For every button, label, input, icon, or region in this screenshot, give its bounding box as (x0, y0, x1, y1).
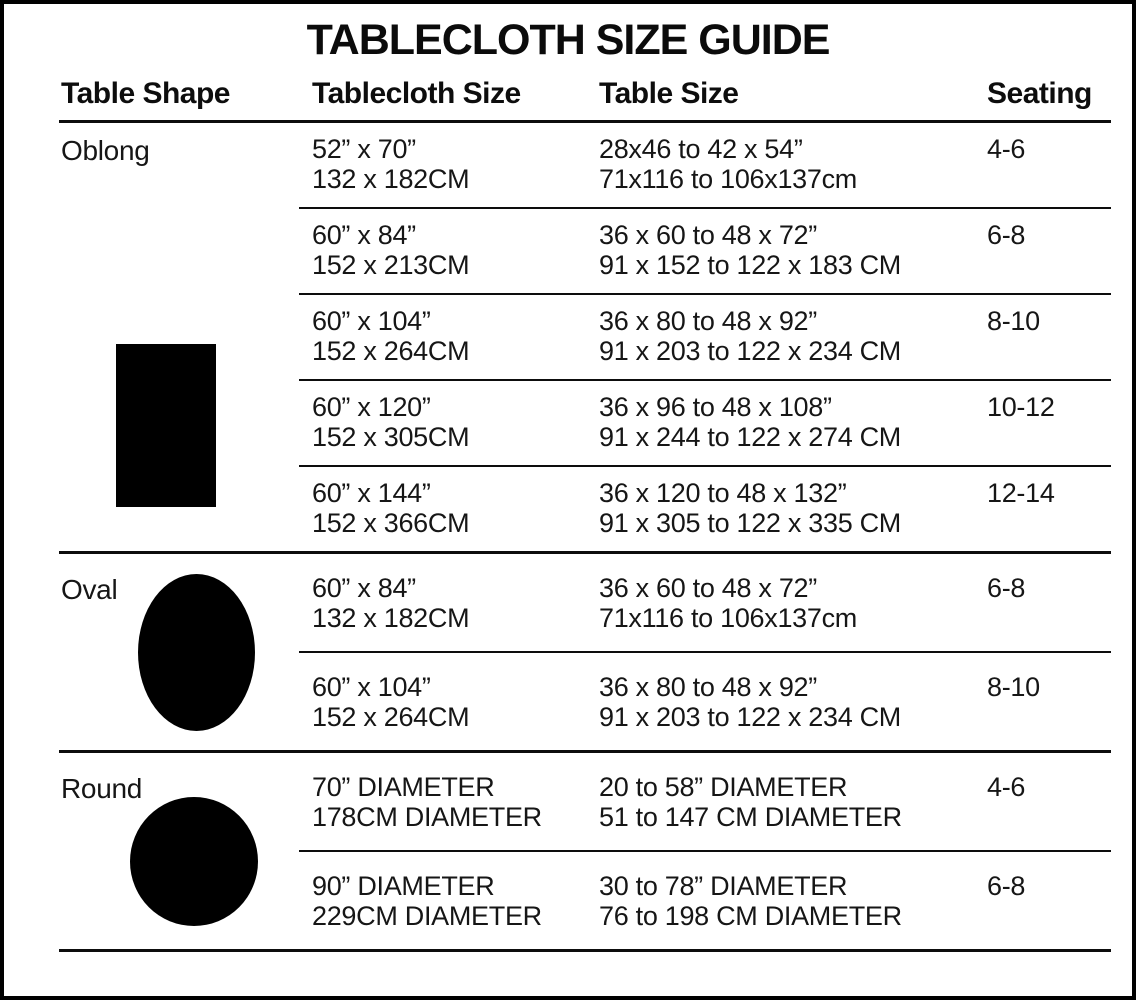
shape-label-round: Round (61, 773, 143, 804)
seating-cell: 8-10 (987, 672, 1040, 702)
round-circle-icon (130, 797, 258, 926)
shape-cell-oval (59, 554, 299, 750)
col-header-table-size: Table Size (599, 77, 739, 110)
table-size-cm: 91 x 203 to 122 x 234 CM (599, 702, 901, 732)
table-row (299, 850, 1111, 949)
table-row (299, 293, 1111, 379)
tablecloth-size-inches: 60” x 104” (312, 672, 431, 702)
seating-cell: 10-12 (987, 392, 1055, 422)
table-size-cm: 51 to 147 CM DIAMETER (599, 802, 902, 832)
table-size-cell (599, 478, 987, 538)
tablecloth-size-cm: 152 x 264CM (312, 702, 470, 732)
tablecloth-size-inches: 60” x 84” (312, 220, 416, 250)
tablecloth-size-cm: 152 x 213CM (312, 250, 470, 280)
table-size-cm: 91 x 305 to 122 x 335 CM (599, 508, 901, 538)
table-row (299, 465, 1111, 551)
shape-label-oval: Oval (61, 574, 118, 605)
table-size-cell (599, 672, 987, 732)
rows-oblong (299, 123, 1111, 551)
bottom-rule (59, 949, 1111, 952)
table-size-cell (599, 772, 987, 832)
table-size-cell (599, 134, 987, 194)
tablecloth-size-inches: 90” DIAMETER (312, 871, 495, 901)
table-size-cm: 76 to 198 CM DIAMETER (599, 901, 902, 931)
tablecloth-size-cell (299, 772, 599, 832)
table-size-cell (599, 871, 987, 931)
col-header-table-shape: Table Shape (61, 77, 230, 110)
oblong-rectangle-icon (116, 344, 216, 507)
tablecloth-size-cell (299, 871, 599, 931)
table-size-inches: 20 to 58” DIAMETER (599, 772, 848, 802)
table-row (299, 651, 1111, 750)
tablecloth-size-cm: 132 x 182CM (312, 603, 470, 633)
table-size-inches: 36 x 120 to 48 x 132” (599, 478, 847, 508)
table-size-cell (599, 392, 987, 452)
table-size-inches: 30 to 78” DIAMETER (599, 871, 848, 901)
table-size-cm: 71x116 to 106x137cm (599, 164, 857, 194)
col-header-tablecloth-size: Tablecloth Size (312, 77, 521, 110)
table-size-cell (599, 573, 987, 633)
section-round (59, 753, 1111, 949)
tablecloth-size-inches: 60” x 104” (312, 306, 431, 336)
table-row (299, 207, 1111, 293)
tablecloth-size-inches: 70” DIAMETER (312, 772, 495, 802)
table-size-cell (599, 306, 987, 366)
seating-cell: 4-6 (987, 772, 1026, 802)
section-oval (59, 554, 1111, 750)
tablecloth-size-cell (299, 220, 599, 280)
table-size-inches: 36 x 80 to 48 x 92” (599, 672, 817, 702)
tablecloth-size-cell (299, 392, 599, 452)
table-row (299, 753, 1111, 850)
tablecloth-size-cm: 152 x 305CM (312, 422, 470, 452)
table-size-inches: 36 x 60 to 48 x 72” (599, 220, 817, 250)
tablecloth-size-inches: 60” x 144” (312, 478, 431, 508)
tablecloth-size-cell (299, 573, 599, 633)
tablecloth-size-inches: 60” x 120” (312, 392, 431, 422)
shape-cell-round (59, 753, 299, 949)
seating-cell: 8-10 (987, 306, 1040, 336)
section-oblong (59, 123, 1111, 551)
seating-cell: 6-8 (987, 871, 1026, 901)
tablecloth-size-cell (299, 672, 599, 732)
rows-oval (299, 554, 1111, 750)
table-size-cm: 71x116 to 106x137cm (599, 603, 857, 633)
seating-cell: 6-8 (987, 573, 1026, 603)
seating-cell: 4-6 (987, 134, 1026, 164)
col-header-seating: Seating (987, 77, 1092, 110)
tablecloth-size-cell (299, 478, 599, 538)
seating-cell: 12-14 (987, 478, 1055, 508)
tablecloth-size-cm: 178CM DIAMETER (312, 802, 542, 832)
table-size-inches: 36 x 80 to 48 x 92” (599, 306, 817, 336)
rows-round (299, 753, 1111, 949)
table-size-inches: 36 x 96 to 48 x 108” (599, 392, 832, 422)
table-row (299, 379, 1111, 465)
table-row (299, 554, 1111, 651)
tablecloth-size-cm: 152 x 264CM (312, 336, 470, 366)
table-size-cm: 91 x 244 to 122 x 274 CM (599, 422, 901, 452)
seating-cell: 6-8 (987, 220, 1026, 250)
shape-label-oblong: Oblong (61, 135, 150, 166)
tablecloth-size-inches: 52” x 70” (312, 134, 416, 164)
table-size-cm: 91 x 203 to 122 x 234 CM (599, 336, 901, 366)
tablecloth-size-cell (299, 306, 599, 366)
tablecloth-size-cm: 152 x 366CM (312, 508, 470, 538)
table-size-cell (599, 220, 987, 280)
table-size-cm: 91 x 152 to 122 x 183 CM (599, 250, 901, 280)
table-size-inches: 36 x 60 to 48 x 72” (599, 573, 817, 603)
oval-ellipse-icon (138, 574, 255, 731)
shape-cell-oblong (59, 123, 299, 551)
table-size-inches: 28x46 to 42 x 54” (599, 134, 803, 164)
tablecloth-size-cm: 229CM DIAMETER (312, 901, 542, 931)
table-row (299, 123, 1111, 207)
tablecloth-size-inches: 60” x 84” (312, 573, 416, 603)
tablecloth-size-cm: 132 x 182CM (312, 164, 470, 194)
page-title: TABLECLOTH SIZE GUIDE (306, 16, 830, 64)
tablecloth-size-cell (299, 134, 599, 194)
table-header-row (59, 78, 1111, 123)
